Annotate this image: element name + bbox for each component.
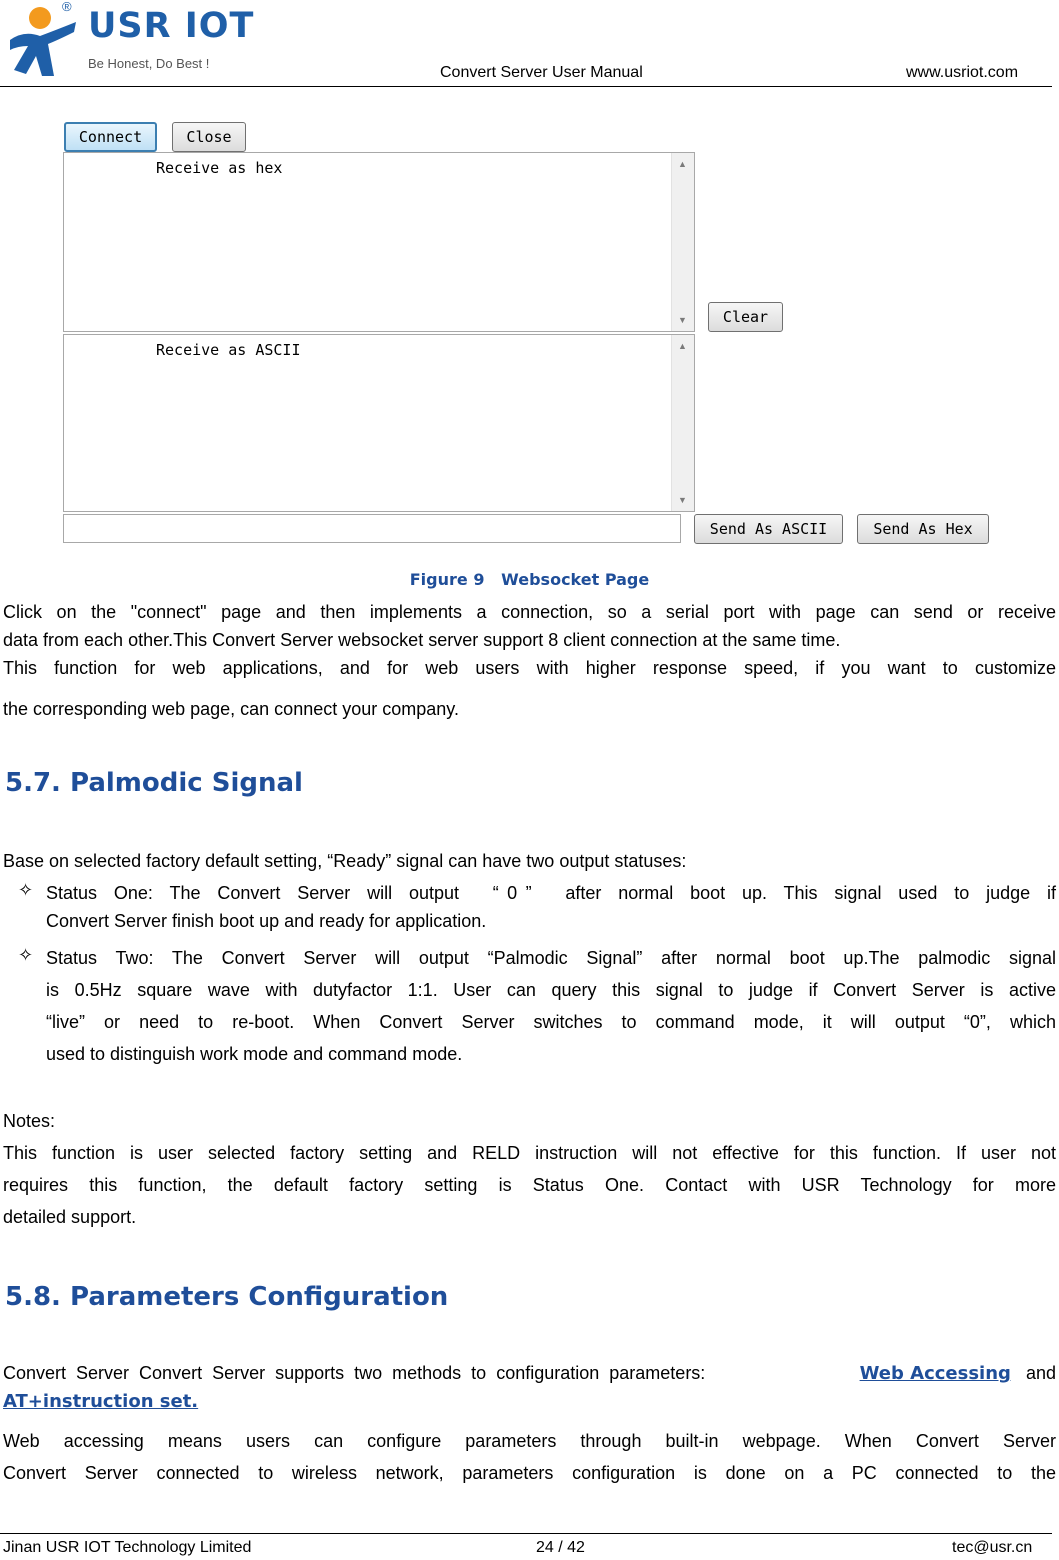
receive-ascii-scrollbar[interactable] xyxy=(671,335,694,511)
status-one-line2: Convert Server finish boot up and ready for application. xyxy=(46,911,487,931)
connect-button[interactable]: Connect xyxy=(64,122,157,152)
section-58-line1-text: Convert Server Convert Server supports two methods to configuration parameters: xyxy=(3,1363,706,1383)
footer-page-number: 24 / 42 xyxy=(536,1539,585,1556)
registered-mark: ® xyxy=(62,0,72,14)
intro-p1-line2: data from each other.This Convert Server websocket server support 8 client connection at the same time. xyxy=(3,630,841,650)
receive-hex-scrollbar[interactable] xyxy=(671,153,694,331)
status-two-line2: is 0.5Hz square wave with dutyfactor 1:1. User can query this signal to judge if Convert Server is active xyxy=(46,980,1056,1000)
scroll-down-icon[interactable]: ▼ xyxy=(678,495,687,505)
website: www.usriot.com xyxy=(906,64,1019,81)
receive-hex-text: Receive as hex xyxy=(156,159,283,177)
intro-p2-line1: This function for web applications, and for web users with higher response speed, if you want to customize xyxy=(3,658,1056,678)
send-input[interactable] xyxy=(63,514,681,543)
section-58-p2-line2: Convert Server connected to wireless network, parameters configuration is done on a PC connected to the xyxy=(3,1463,1056,1483)
section-57-heading: 5.7. Palmodic Signal xyxy=(5,768,303,798)
receive-hex-textarea[interactable] xyxy=(63,152,695,332)
status-two-line1: Status Two: The Convert Server will output “Palmodic Signal” after normal boot up.The palmodic signal xyxy=(46,948,1056,968)
close-button[interactable]: Close xyxy=(172,122,246,152)
intro-p2-line2: the corresponding web page, can connect your company. xyxy=(3,699,459,719)
scroll-up-icon[interactable]: ▲ xyxy=(678,341,687,351)
send-as-ascii-button[interactable]: Send As ASCII xyxy=(694,514,843,544)
section-57-lead: Base on selected factory default setting, “Ready” signal can have two output statuses: xyxy=(3,851,687,871)
footer-divider xyxy=(0,1533,1052,1534)
scroll-up-icon[interactable]: ▲ xyxy=(678,159,687,169)
section-58-heading: 5.8. Parameters Configuration xyxy=(5,1282,449,1312)
bullet-icon: ✧ xyxy=(18,945,34,966)
section-58-line2 xyxy=(3,1388,1056,1416)
doc-title: Convert Server User Manual xyxy=(440,64,643,81)
intro-p1-line1: Click on the "connect" page and then implements a connection, so a serial port with page can send or receive xyxy=(3,602,1056,622)
and-word: and xyxy=(1025,1363,1056,1383)
notes-line1: This function is user selected factory setting and RELD instruction will not effective for this function. If user not xyxy=(3,1143,1056,1163)
logo-text: USR IOT xyxy=(88,6,255,46)
receive-ascii-text: Receive as ASCII xyxy=(156,341,301,359)
notes-line2: requires this function, the default factory setting is Status One. Contact with USR Technology for more xyxy=(3,1175,1056,1195)
clear-button[interactable]: Clear xyxy=(708,302,783,332)
notes-label: Notes: xyxy=(3,1111,56,1131)
bullet-icon: ✧ xyxy=(18,880,34,901)
status-one-line1: Status One: The Convert Server will output “ 0 ” after normal boot up. This signal used to judge if xyxy=(46,883,1056,903)
at-instruction-set-link[interactable]: AT+instruction set. xyxy=(3,1391,199,1412)
section-58-line1 xyxy=(3,1360,1056,1388)
send-as-hex-button[interactable]: Send As Hex xyxy=(857,514,989,544)
status-two-line3: “live” or need to re-boot. When Convert Server switches to command mode, it will output “0”, which xyxy=(46,1012,1056,1032)
footer-email: tec@usr.cn xyxy=(952,1539,1033,1556)
receive-ascii-textarea[interactable] xyxy=(63,334,695,512)
figure-caption: Figure 9 Websocket Page xyxy=(409,570,650,589)
scroll-down-icon[interactable]: ▼ xyxy=(678,315,687,325)
status-two-line4: used to distinguish work mode and command mode. xyxy=(46,1044,463,1064)
logo-slogan: Be Honest, Do Best ! xyxy=(88,56,210,71)
section-58-p2-line1: Web accessing means users can configure parameters through built-in webpage. When Convert Server xyxy=(3,1431,1056,1451)
notes-line3: detailed support. xyxy=(3,1207,137,1227)
usr-iot-logo-icon xyxy=(4,4,80,80)
footer-company: Jinan USR IOT Technology Limited xyxy=(3,1539,252,1556)
web-accessing-link[interactable]: Web Accessing xyxy=(859,1363,1011,1384)
header-divider xyxy=(0,86,1052,87)
